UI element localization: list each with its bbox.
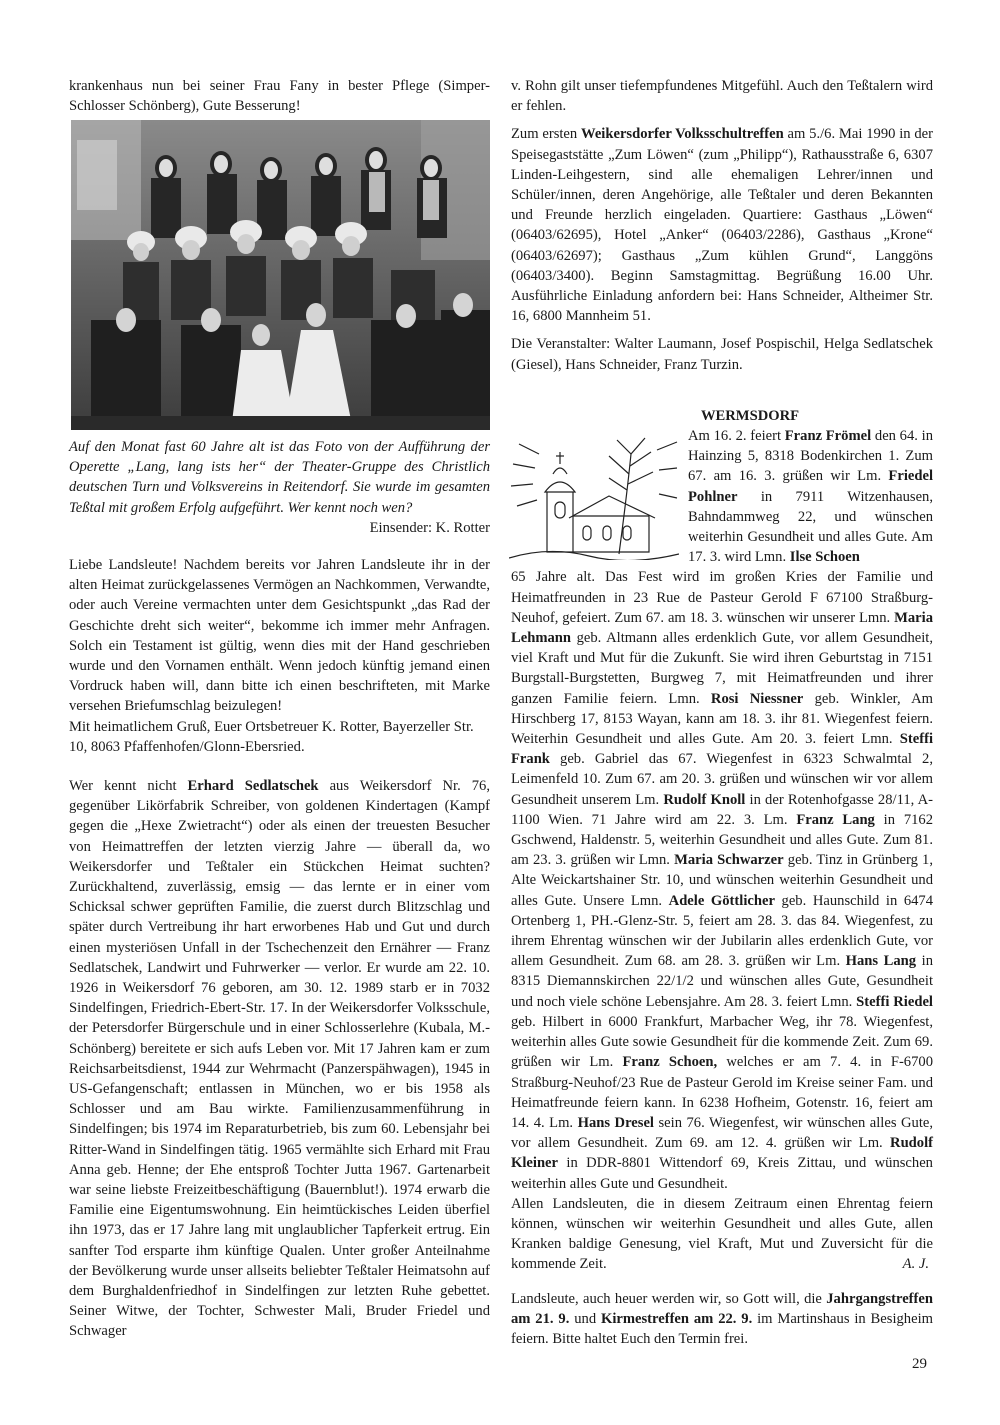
b7-text: in der Rotenhofgasse 28/11, A-1100 Wien. 71 Jahre wird am 22. 3. Lm.: [511, 791, 934, 828]
b2-name: Friedel Pohlner: [688, 468, 933, 505]
b4-name: Maria Lehmann: [511, 609, 933, 647]
b9-text: geb. Tinz in Grünberg 1, Alte Weickartshainer Str. 10, und wünschen weiterhin Gesundheit und alles Gute. Unsere Lmn.: [511, 852, 933, 909]
greeting-text: Mit heimatlichem Gruß, Euer Ortsbetreuer K. Rotter, Bayerzeller Str. 10, 8063 Pfaffenhofen/Glonn-Ebersried.: [69, 718, 474, 755]
b3-text: 65 Jahre alt. Das Fest wird im großen Kries der Familie und Heimatfreunden in 23 Rue de Pasteur Gerold F 67100 Straßburg-Neuhof, gefeiert. Zum 67. am 18. 3. wünschen wir unserer Lmn.: [511, 569, 933, 626]
b15-text: in DDR-8801 Wittendorf 69, Kreis Zittau, und wünschen weiterhin alles Gute und Gesundheit.: [511, 1155, 933, 1192]
page-number: 29: [912, 1356, 927, 1372]
caption-text: Auf den Monat fast 60 Jahre alt ist das Foto von der Aufführung der Operette „Lang, lang ists her“ der Theater-Gruppe des Christlich deutschen Turn und Volksvereins in Reitendorf. Sie wurde im gesamten Teßtal mit großem Erfolg aufgeführt. Wer kennt noch wen?: [69, 439, 490, 516]
b6-text: geb. Gabriel das 67. Wiegenfest in 6323 Schwalmtal 2, Leimenfeld 10. Zum 67. am 20. 3. grüßen und wünschen wir vor allem Gesundheit unserem Lm.: [511, 751, 933, 808]
letter-section: [69, 555, 490, 757]
b8-name: Franz Lang: [796, 811, 875, 828]
intro-paragraph: [69, 76, 490, 116]
b12-name: Steffi Riedel: [856, 993, 933, 1010]
obituary-section: [69, 776, 490, 1342]
b2-text: in 7911 Witzenhausen, Bahndammweg 22, und wünschen weiterhin Gesundheit und alles Gute. Am 17. 3. wird Lmn.: [688, 488, 933, 566]
b3-name: Ilse Schoen: [789, 549, 860, 566]
b10-text: geb. Haunschild in 6474 Ortenberg 1, PH.-Glenz-Str. 5, feiert am 28. 3. das 84. Wiegenfest, zu ihrem Ehrentag wünschen wir der Jubilarin alles erdenklich Gute, vor allem Gesundheit. Zum 68. am 28. 3. grüßen wir Lm.: [511, 892, 934, 970]
group-photo: [71, 120, 490, 430]
organizers-text: Die Veranstalter: Walter Laumann, Josef Pospischil, Helga Sedlatschek (Giesel), Hans Schneider, Franz Turzin.: [511, 336, 933, 373]
meeting-intro: Zum ersten: [511, 126, 578, 143]
b1-text: den 64. in Hainzing 5, 8318 Bodenkirchen 1. Zum 67. am 16. 3. grüßen wir Lm.: [688, 428, 934, 485]
birthdays-continued: [511, 567, 933, 1193]
section-heading-wermsdorf: WERMSDORF: [700, 408, 800, 424]
birthdays-paragraph: [511, 426, 933, 567]
b13-name: Franz Schoen,: [622, 1054, 718, 1071]
caption-sender: Einsender: K. Rotter: [369, 519, 490, 536]
signature: A. J.: [902, 1256, 929, 1273]
b1-intro: Am 16. 2. feiert: [688, 428, 782, 444]
obituary-intro: Wer kennt nicht: [69, 778, 177, 794]
birthdays-section: [511, 426, 933, 1349]
b5-name: Rosi Niessner: [710, 690, 804, 707]
letter-text: Liebe Landsleute! Nachdem bereits vor Jahren Landsleute ihr in der alten Heimat zurückgelassenes Vermögen an Nachkommen, Verwandte, oder auch Vereine vermachten unter dem Gesichtspunkt „das Rad der Geschichte dreht sich weiter“, bekomme ich immer mehr Anfragen. Solch ein Testament ist gültig, wenn dies mit der Hand geschrieben wurde und den Vornamen enthält. Wenn jedoch künftig jemand einen Vordruck haben will, dann bitte ich einen beschrifteten, mit Marke versehen Briefumschlag beizulegen!: [69, 557, 490, 715]
meeting-paragraph: [511, 124, 933, 326]
final-text: im Martinshaus in Besigheim feiern. Bitte haltet Euch den Termin frei.: [511, 1310, 933, 1347]
b1-name: Franz Frömel: [784, 428, 872, 444]
final-event-1: Jahrgangstreffen am 21. 9.: [511, 1290, 933, 1327]
obituary-paragraph: [69, 776, 490, 1342]
final-intro: Landsleute, auch heuer werden wir, so Gott will, die: [511, 1290, 822, 1307]
b14-name: Hans Dresel: [577, 1114, 654, 1131]
final-event-2: Kirmestreffen am 22. 9.: [600, 1310, 753, 1327]
meeting-text: am 5./6. Mai 1990 in der Speisegaststätte „Zum Löwen“ (zum „Philipp“), Rathausstraße 6, 6307 Linden-Leihgestern, sind alle ehemaligen Lehrer/innen und Schüler/innen, deren Angehörige, alle Teßtaler und deren Bekannten und Freunde herzlich eingeladen. Quartiere: Gasthaus „Löwen“ (06403/62695), Hotel „Anker“ (06403/2286), Gasthaus „Krone“ (06403/62697); Gasthaus „Zum kühlen Grund“, Langgöns (06403/3400). Beginn Samstagmittag. Begrüßung 16.00 Uhr. Ausführliche Einladung anfordern bei: Hans Schneider, Altheimer Str. 16, 6800 Mannheim 51.: [511, 126, 933, 325]
b11-name: Hans Lang: [845, 953, 917, 970]
intro-text: krankenhaus nun bei seiner Frau Fany in bester Pflege (Simper-Schlosser Schönberg), Gute Besserung!: [69, 78, 490, 115]
final-and: und: [574, 1310, 597, 1327]
b6-name: Steffi Frank: [511, 731, 933, 768]
meeting-title: Weikersdorfer Volksschultreffen: [581, 126, 784, 143]
b14-text: sein 76. Wiegenfest, wir wünschen alles Gute, vor allem Gesundheit. Zum 69. am 12. 4. grüßen wir Lm.: [511, 1114, 934, 1152]
b8-text: in 7162 Gschwend, Haldenstr. 5, weiterhin Gesundheit und alles Gute. Zum 81. am 23. 3. grüßen wir Lmn.: [511, 811, 934, 869]
b10-name: Adele Göttlicher: [668, 892, 775, 909]
b11-text: in 8315 Diemannskirchen 22/1/2 und wünschen alles Gute, Gesundheit und noch viele schöne Lebensjahre. Am 28. 3. feiert Lmn.: [511, 953, 933, 1010]
continuation-text: v. Rohn gilt unser tiefempfundenes Mitgefühl. Auch den Teßtalern wird er fehlen.: [511, 78, 933, 115]
b4-text: geb. Altmann alles erdenklich Gute, vor allem Gesundheit, viel Kraft und Mut für die Zukunft. Sie wird ihren Geburtstag in 7151 Burgstall-Burgstetten, Burgweg 7, mit Heimatfreunden und ihrer ganzen Familie feiern. Lmn.: [511, 630, 933, 707]
obituary-name: Erhard Sedlatschek: [187, 778, 319, 794]
group-photo-image: [71, 120, 490, 430]
b5-text: geb. Winkler, Am Hirschberg 17, 8153 Wayan, kann am 18. 3. ihr 81. Wiegenfest feiern. Weiterhin Gesundheit und alles Gute. Am 20. 3. feiert Lmn.: [511, 690, 933, 748]
b9-name: Maria Schwarzer: [674, 852, 784, 869]
closing-text: Allen Landsleuten, die in diesem Zeitraum einen Ehrentag feiern können, wünschen wir weiterhin Gesundheit und alles Gute, allen Kranken baldige Genesung, viel Kraft, Mut und Zuversicht für die kommende Zeit.: [511, 1195, 933, 1273]
b7-name: Rudolf Knoll: [663, 791, 746, 808]
closing-paragraph: [511, 1194, 933, 1275]
final-paragraph: [511, 1289, 933, 1350]
b15-name: Rudolf Kleiner: [511, 1135, 934, 1172]
b13-text: welches er am 7. 4. in F-6700 Straßburg-Neuhof/23 Rue de Pasteur Gerold im Kreise seiner Fam. und Heimatfreunde feiern kann. In 6238 Hofheim, Gotenstr. 16, feiert am 14. 4. Lm.: [511, 1054, 933, 1131]
photo-caption: [69, 437, 490, 538]
obituary-text: aus Weikersdorf Nr. 76, gegenüber Likörfabrik Schreiber, von goldenen Kindertagen (Kampf gegen die „Hexe Zwietracht“) oder als einen der treuesten Besucher von Heimattreffen der letzten vierzig Jahre — überall da, wo Weikersdorfer und Teßtaler ein Stückchen Heimat suchten? Zurückhaltend, zuverlässig, emsig — das lernte er in einer vom Schicksal schwer geprüften Familie, die zuerst durch Blitzschlag und später durch Vertreibung ihr hart erworbenes Hab und Gut und durch einen mysteriösen Unfall in der Tschechenzeit den Ernährer — Franz Sedlatschek, Landwirt und Fuhrwerker — verlor. Er wurde am 22. 10. 1926 in Weikersdorf 76 geboren, am 30. 12. 1989 starb er in 7032 Sindelfingen, Friedrich-Ebert-Str. 17. In der Weikersdorfer Volksschule, der Petersdorfer Bürgerschule und in einer Schlosserlehre (Kubala, M.-Schönberg) bereitete er sich aufs Leben vor. Mit 17 Jahren kam er zum Reichsarbeitsdienst, 1944 zur Wehrmacht (Panzerspähwagen), 1945 in US-Gefangenschaft; entlassen in München, wo er bis 1958 als Schlosser und am Bau wirkte. Familienzusammenführung in Sindelfingen; bis 1974 im Reparaturbetrieb, bis zum 60. Lebensjahr bei Ritter-Wand in Sindelfingen tätig. 1965 vermählte sich Erhard mit Frau Anna geb. Henne; der Ehe entsproß Tochter Jutta 1967. Gartenarbeit war seine liebste Freizeitbeschäftigung (Bauernblut!). 1974 erwarb die Familie eine Eigentumswohnung. Ein heimtückisches Leiden überfiel ihn 1973, das er 17 Jahre lang mit unglaublicher Tapferkeit ertrug. Ein sanfter Tod ersparte ihm künftige Qualen. Unter großer Anteilnahme der Bevölkerung wurde unser allseits beliebter Teßtaler Heimatsohn auf dem Burghaldenfriedhof in Sindelfingen zur letzten Ruhe gebettet. Seiner Witwe, der Tochter, Schwester Mali, Bruder Friedel und Schwager: [69, 778, 490, 1340]
b12-text: geb. Hilbert in 6000 Frankfurt, Marbacher Weg, ihr 78. Wiegenfest, weiterhin alles Gute sowie Gesundheit für die kommende Zeit. Zum 69. grüßen wir Lm.: [511, 1013, 933, 1071]
right-top-section: [511, 76, 933, 375]
